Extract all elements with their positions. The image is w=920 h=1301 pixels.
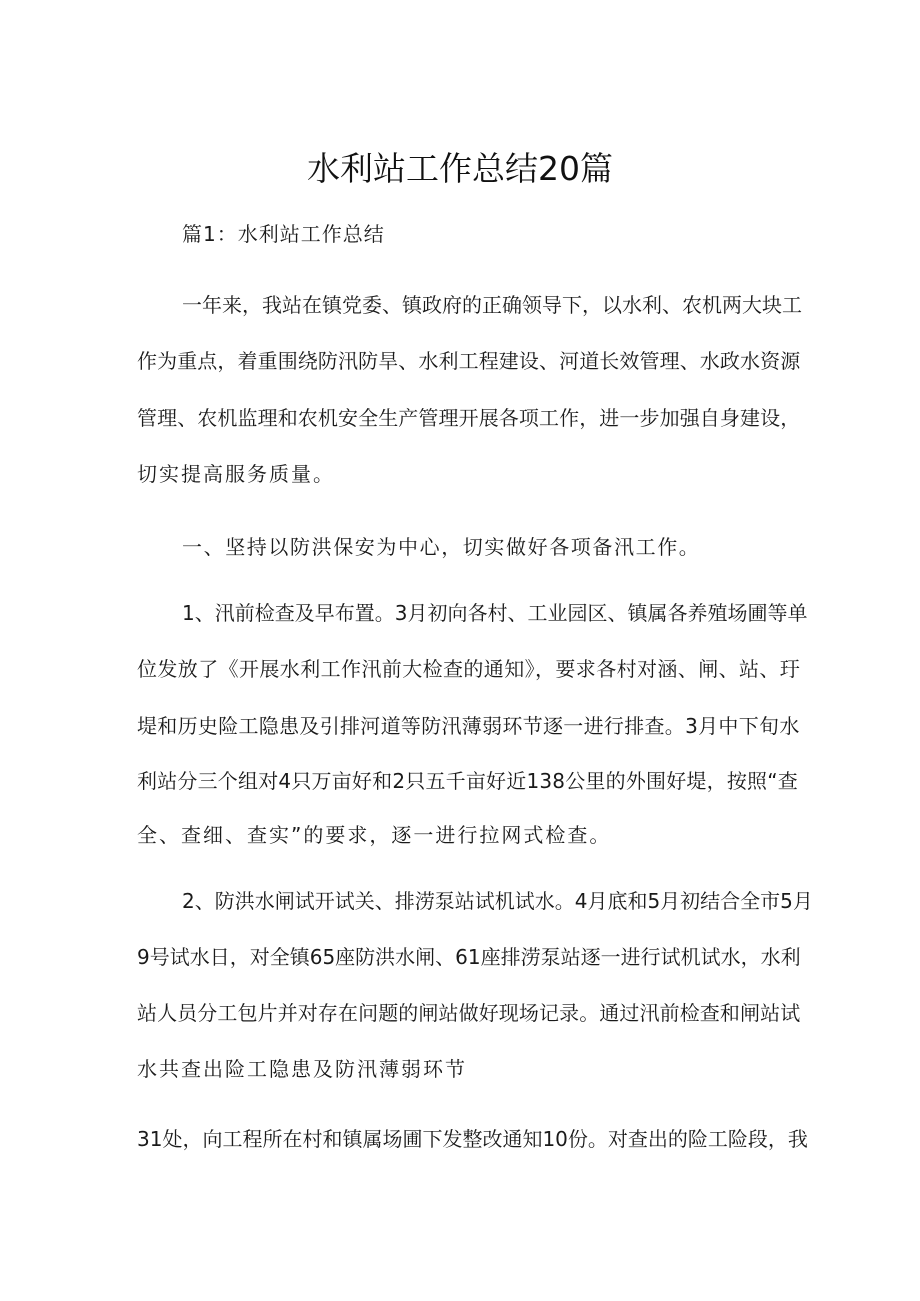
paragraph-line: 站人员分工包片并对存在问题的闸站做好现场记录。通过汛前检查和闸站试 xyxy=(137,1001,801,1025)
section-subtitle: 篇1：水利站工作总结 xyxy=(182,222,385,246)
paragraph-line: 31处，向工程所在村和镇属场圃下发整改通知10份。对查出的险工险段，我 xyxy=(137,1127,808,1151)
paragraph-line: 利站分三个组对4只万亩好和2只五千亩好近138公里的外围好堤，按照“查 xyxy=(137,769,798,793)
paragraph-line: 一年来，我站在镇党委、镇政府的正确领导下，以水利、农机两大块工 xyxy=(182,293,802,317)
paragraph-line: 堤和历史险工隐患及引排河道等防汛薄弱环节逐一进行排查。3月中下旬水 xyxy=(137,714,800,738)
paragraph-line: 9号试水日，对全镇65座防洪水闸、61座排涝泵站逐一进行试机试水，水利 xyxy=(137,945,801,969)
paragraph-line: 水共查出险工隐患及防汛薄弱环节 xyxy=(137,1057,467,1081)
paragraph-line: 全、查细、查实”的要求，逐一进行拉网式检查。 xyxy=(137,823,612,847)
paragraph-line: 1、汛前检查及早布置。3月初向各村、工业园区、镇属各养殖场圃等单 xyxy=(182,601,808,625)
paragraph-line: 2、防洪水闸试开试关、排涝泵站试机试水。4月底和5月初结合全市5月 xyxy=(182,889,813,913)
document-title: 水利站工作总结20篇 xyxy=(307,149,613,188)
paragraph-line: 切实提高服务质量。 xyxy=(137,462,335,486)
paragraph-line: 作为重点，着重围绕防汛防旱、水利工程建设、河道长效管理、水政水资源 xyxy=(137,349,801,373)
section-heading-line: 一、坚持以防洪保安为中心，切实做好各项备汛工作。 xyxy=(182,535,701,559)
paragraph-line: 位发放了《开展水利工作汛前大检查的通知》，要求各村对涵、闸、站、玗 xyxy=(137,657,801,681)
paragraph-line: 管理、农机监理和农机安全生产管理开展各项工作，进一步加强自身建设， xyxy=(137,406,801,430)
